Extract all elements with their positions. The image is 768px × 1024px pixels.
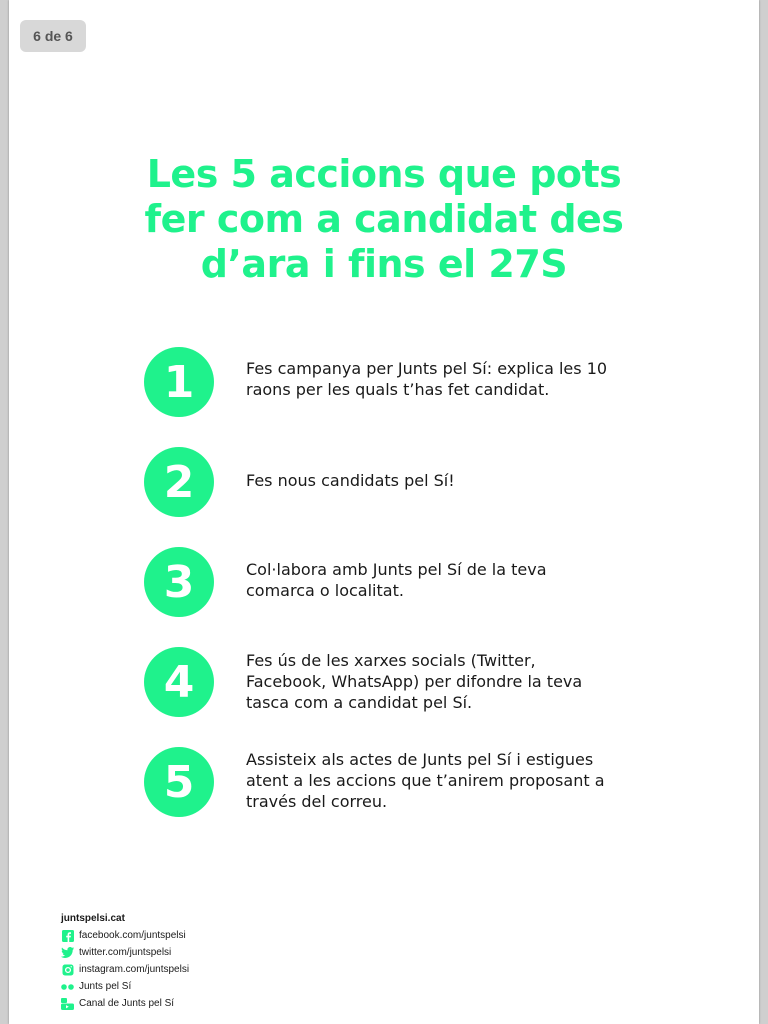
number-badge: 2 [144, 447, 214, 517]
flickr-link-text: Junts pel Sí [79, 981, 132, 992]
number-badge: 3 [144, 547, 214, 617]
action-line: atent a les accions que t’anirem proposant a [246, 771, 605, 790]
youtube-link[interactable] [61, 995, 189, 1012]
twitter-link[interactable] [61, 944, 189, 961]
number-badge: 4 [144, 647, 214, 717]
instagram-link-text: instagram.com/juntspelsi [79, 964, 190, 975]
twitter-icon [61, 946, 74, 959]
website-link[interactable]: juntspelsi.cat [61, 913, 125, 924]
action-line: comarca o localitat. [246, 581, 404, 600]
action-line: raons per les quals t’has fet candidat. [246, 380, 550, 399]
flickr-icon [61, 980, 74, 993]
page-indicator: 6 de 6 [20, 20, 86, 52]
facebook-link-text: facebook.com/juntspelsi [79, 930, 186, 941]
facebook-link[interactable] [61, 927, 189, 944]
page-title [0, 152, 768, 287]
number-badge: 5 [144, 747, 214, 817]
title-line: fer com a candidat des [144, 197, 624, 241]
action-line: través del correu. [246, 792, 388, 811]
youtube-icon [61, 997, 74, 1010]
flickr-link[interactable] [61, 978, 189, 995]
twitter-link-text: twitter.com/juntspelsi [79, 947, 172, 958]
action-line: Assisteix als actes de Junts pel Sí i estigues [246, 750, 594, 769]
action-line: Fes ús de les xarxes socials (Twitter, [246, 651, 536, 670]
facebook-icon [61, 929, 74, 942]
action-line: Fes nous candidats pel Sí! [246, 471, 455, 490]
number-badge: 1 [144, 347, 214, 417]
title-line: d’ara i fins el 27S [200, 242, 568, 286]
instagram-icon [61, 963, 74, 976]
instagram-link[interactable] [61, 961, 189, 978]
title-line: Les 5 accions que pots [146, 152, 622, 196]
action-line: Fes campanya per Junts pel Sí: explica les 10 [246, 359, 608, 378]
action-line: Col·labora amb Junts pel Sí de la teva [246, 560, 547, 579]
footer-social-links [61, 911, 189, 1012]
action-line: tasca com a candidat pel Sí. [246, 693, 473, 712]
action-line: Facebook, WhatsApp) per difondre la teva [246, 672, 583, 691]
youtube-link-text: Canal de Junts pel Sí [79, 998, 175, 1009]
